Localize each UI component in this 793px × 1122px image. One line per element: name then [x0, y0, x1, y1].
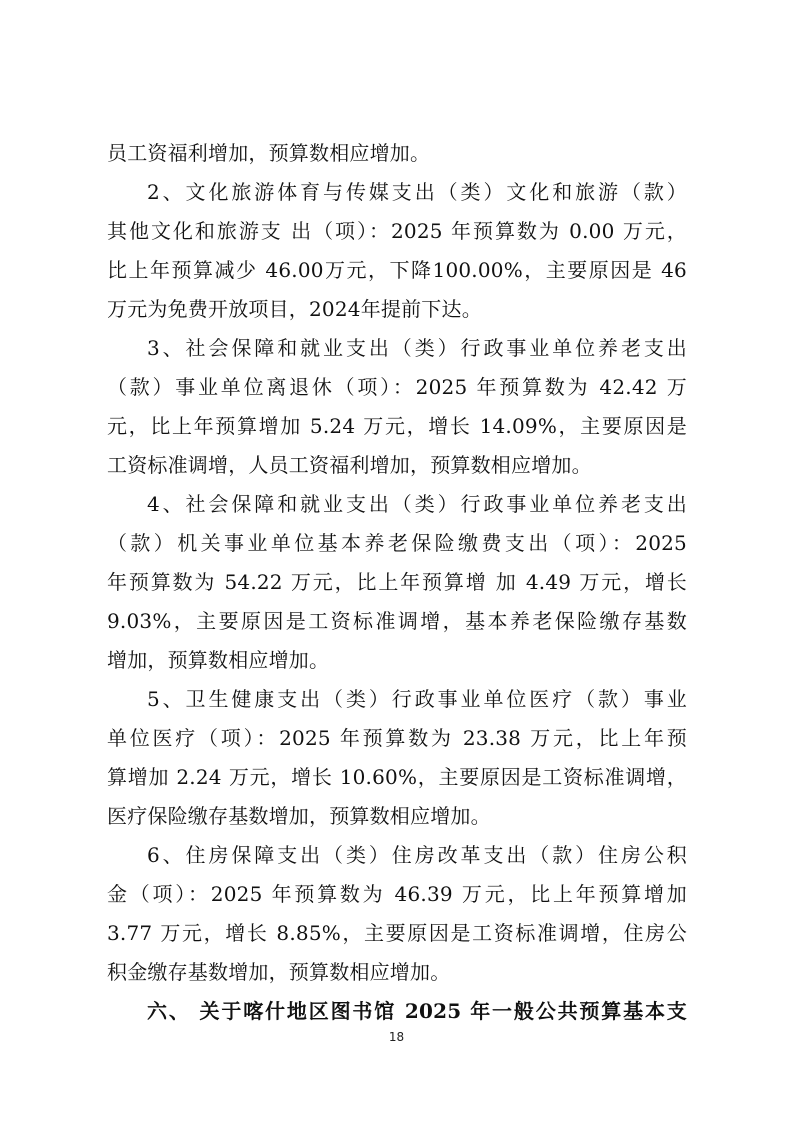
text-line: 元，比上年预算增加 5.24 万元，增长 14.09%，主要原因是: [107, 414, 687, 438]
paragraph-medical: [107, 680, 687, 836]
text-line: 6、住房保障支出（类）住房改革支出（款）住房公积: [147, 843, 687, 867]
page-number: 18: [388, 1030, 405, 1044]
text-line: 增加，预算数相应增加。: [107, 648, 330, 672]
paragraph-housing-fund: [107, 836, 687, 992]
text-line: 4、社会保障和就业支出（类）行政事业单位养老支出: [147, 492, 687, 516]
text-line: 金（项）：2025 年预算数为 46.39 万元，比上年预算增加: [107, 882, 687, 906]
text-line: 单位医疗（项）：2025 年预算数为 23.38 万元，比上年预: [107, 726, 687, 750]
document-body: [107, 134, 687, 1031]
paragraph-continuation: [107, 134, 687, 173]
text-line: 3.77 万元，增长 8.85%，主要原因是工资标准调增，住房公: [107, 921, 687, 945]
text-line: 万元为免费开放项目，2024年提前下达。: [107, 297, 482, 321]
text-line: 9.03%，主要原因是工资标准调增，基本养老保险缴存基数: [107, 609, 687, 633]
text-line: 工资标准调增，人员工资福利增加，预算数相应增加。: [107, 453, 592, 477]
paragraph-retirement: [107, 329, 687, 485]
section-heading: 六、 关于喀什地区图书馆 2025 年一般公共预算基本支: [147, 999, 687, 1023]
text-line: 2、文化旅游体育与传媒支出（类）文化和旅游（款）: [147, 180, 687, 204]
text-line: 3、社会保障和就业支出（类）行政事业单位养老支出: [147, 336, 687, 360]
text-line: 5、卫生健康支出（类）行政事业单位医疗（款）事业: [147, 687, 687, 711]
text-line: 其他文化和旅游支 出（项）：2025 年预算数为 0.00 万元，: [107, 219, 687, 243]
text-line: 比上年预算减少 46.00万元，下降100.00%，主要原因是 46: [107, 258, 687, 282]
text-line: 年预算数为 54.22 万元，比上年预算增 加 4.49 万元，增长: [107, 570, 687, 594]
text-line: （款）事业单位离退休（项）：2025 年预算数为 42.42 万: [107, 375, 687, 399]
paragraph-culture-tourism: [107, 173, 687, 329]
text-line: 医疗保险缴存基数增加，预算数相应增加。: [107, 804, 491, 828]
text-line: 积金缴存基数增加，预算数相应增加。: [107, 960, 451, 984]
text-line: （款）机关事业单位基本养老保险缴费支出（项）：2025: [107, 531, 687, 555]
text-line: 算增加 2.24 万元，增长 10.60%，主要原因是工资标准调增，: [107, 765, 687, 789]
paragraph-pension-insurance: [107, 485, 687, 680]
text-line: 员工资福利增加，预算数相应增加。: [107, 141, 431, 165]
